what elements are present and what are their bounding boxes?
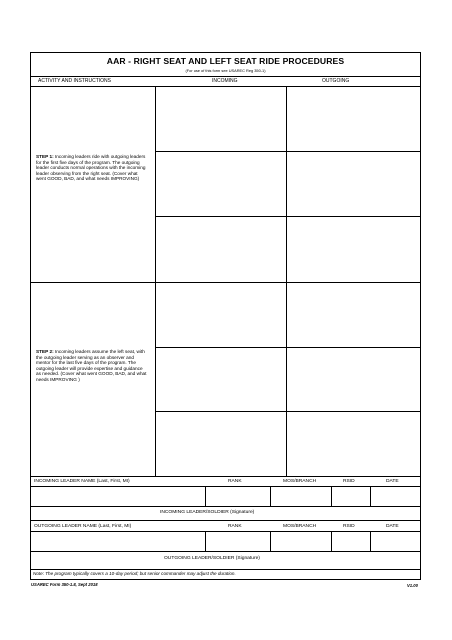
step1-outgoing-cell-1[interactable] (287, 87, 420, 150)
incoming-name-field[interactable] (31, 487, 204, 505)
incoming-name-label: INCOMING LEADER NAME (Last, First, MI) (34, 479, 130, 484)
outgoing-rsid-label: RSID (343, 524, 355, 529)
step2-label: STEP 2: (36, 349, 54, 354)
step1-label: STEP 1: (36, 154, 54, 159)
step2-text: Incoming leaders assume the left seat, with the outgoing leader serving as an observer and mentor for the last five days of the program. The outgoing leader will provide expertise and guidance as needed. (Cover what went GOOD, BAD, and what needs IMPROVING ) (36, 349, 147, 382)
main-area-bottom-line (30, 476, 421, 477)
outgoing-rsid-field[interactable] (332, 532, 369, 550)
step2-incoming-cell-3[interactable] (156, 412, 285, 475)
outgoing-date-label: DATE (386, 524, 399, 529)
outgoing-signature-label: OUTGOING LEADER/SOLDIER (Signature) (164, 556, 260, 561)
step2-outgoing-cell-2[interactable] (287, 348, 420, 410)
program-duration-note: Note: The program typically covers a 10-day period; but senior commander may adjust the duration. (33, 571, 236, 576)
incoming-mos-label: MOS/BRANCH (283, 479, 317, 484)
column-header-incoming: INCOMING (212, 78, 238, 84)
step1-incoming-cell-3[interactable] (156, 217, 285, 281)
outgoing-mos-label: MOS/BRANCH (283, 524, 317, 529)
incoming-rsid-field[interactable] (332, 487, 369, 505)
form-version: V1.00 (407, 583, 418, 588)
outgoing-name-field[interactable] (31, 532, 204, 550)
outgoing-rank-field[interactable] (206, 532, 269, 550)
step1-incoming-cell-2[interactable] (156, 152, 285, 215)
incoming-rank-field[interactable] (206, 487, 269, 505)
column-header-activity: ACTIVITY AND INSTRUCTIONS (38, 78, 111, 84)
step2-outgoing-cell-1[interactable] (287, 283, 420, 346)
outgoing-signature-field[interactable] (278, 552, 420, 568)
step1-instructions (36, 154, 148, 182)
incoming-signature-field[interactable] (278, 507, 420, 519)
step1-incoming-cell-1[interactable] (156, 87, 285, 150)
step2-outgoing-cell-3[interactable] (287, 412, 420, 475)
step1-outgoing-cell-2[interactable] (287, 152, 420, 215)
incoming-signature-label: INCOMING LEADER/SOLDIER (Signature) (160, 510, 255, 515)
incoming-rsid-label: RSID (343, 479, 355, 484)
incoming-date-label: DATE (386, 479, 399, 484)
outgoing-signature-bottom-line (30, 569, 421, 570)
outgoing-name-label: OUTGOING LEADER NAME (Last, First, MI) (34, 524, 132, 529)
incoming-signature-bottom-line (30, 520, 421, 521)
step1-outgoing-cell-3[interactable] (287, 217, 420, 281)
incoming-rank-label: RANK (228, 479, 242, 484)
incoming-date-field[interactable] (371, 487, 420, 505)
step2-incoming-cell-2[interactable] (156, 348, 285, 410)
form-title: AAR - RIGHT SEAT AND LEFT SEAT RIDE PROCEDURES (106, 56, 345, 66)
step2-instructions (36, 349, 148, 382)
step2-incoming-cell-1[interactable] (156, 283, 285, 346)
incoming-mos-field[interactable] (271, 487, 330, 505)
outgoing-mos-field[interactable] (271, 532, 330, 550)
column-header-outgoing: OUTGOING (322, 78, 350, 84)
form-subtitle: (For use of this form see USAREC Reg 350-1) (185, 68, 266, 73)
outgoing-date-field[interactable] (371, 532, 420, 550)
header-top-line (30, 76, 421, 77)
outgoing-rank-label: RANK (228, 524, 242, 529)
form-identifier: USAREC Form 350-1.8, Sept 2018 (31, 582, 98, 587)
step1-text: Incoming leaders ride with outgoing leaders for the first five days of the program. The outgoing leader conducts normal operations with the incoming leader observing from the right seat. (Cover what went GOOD, BAD, and what needs IMPROVING) (36, 154, 146, 181)
